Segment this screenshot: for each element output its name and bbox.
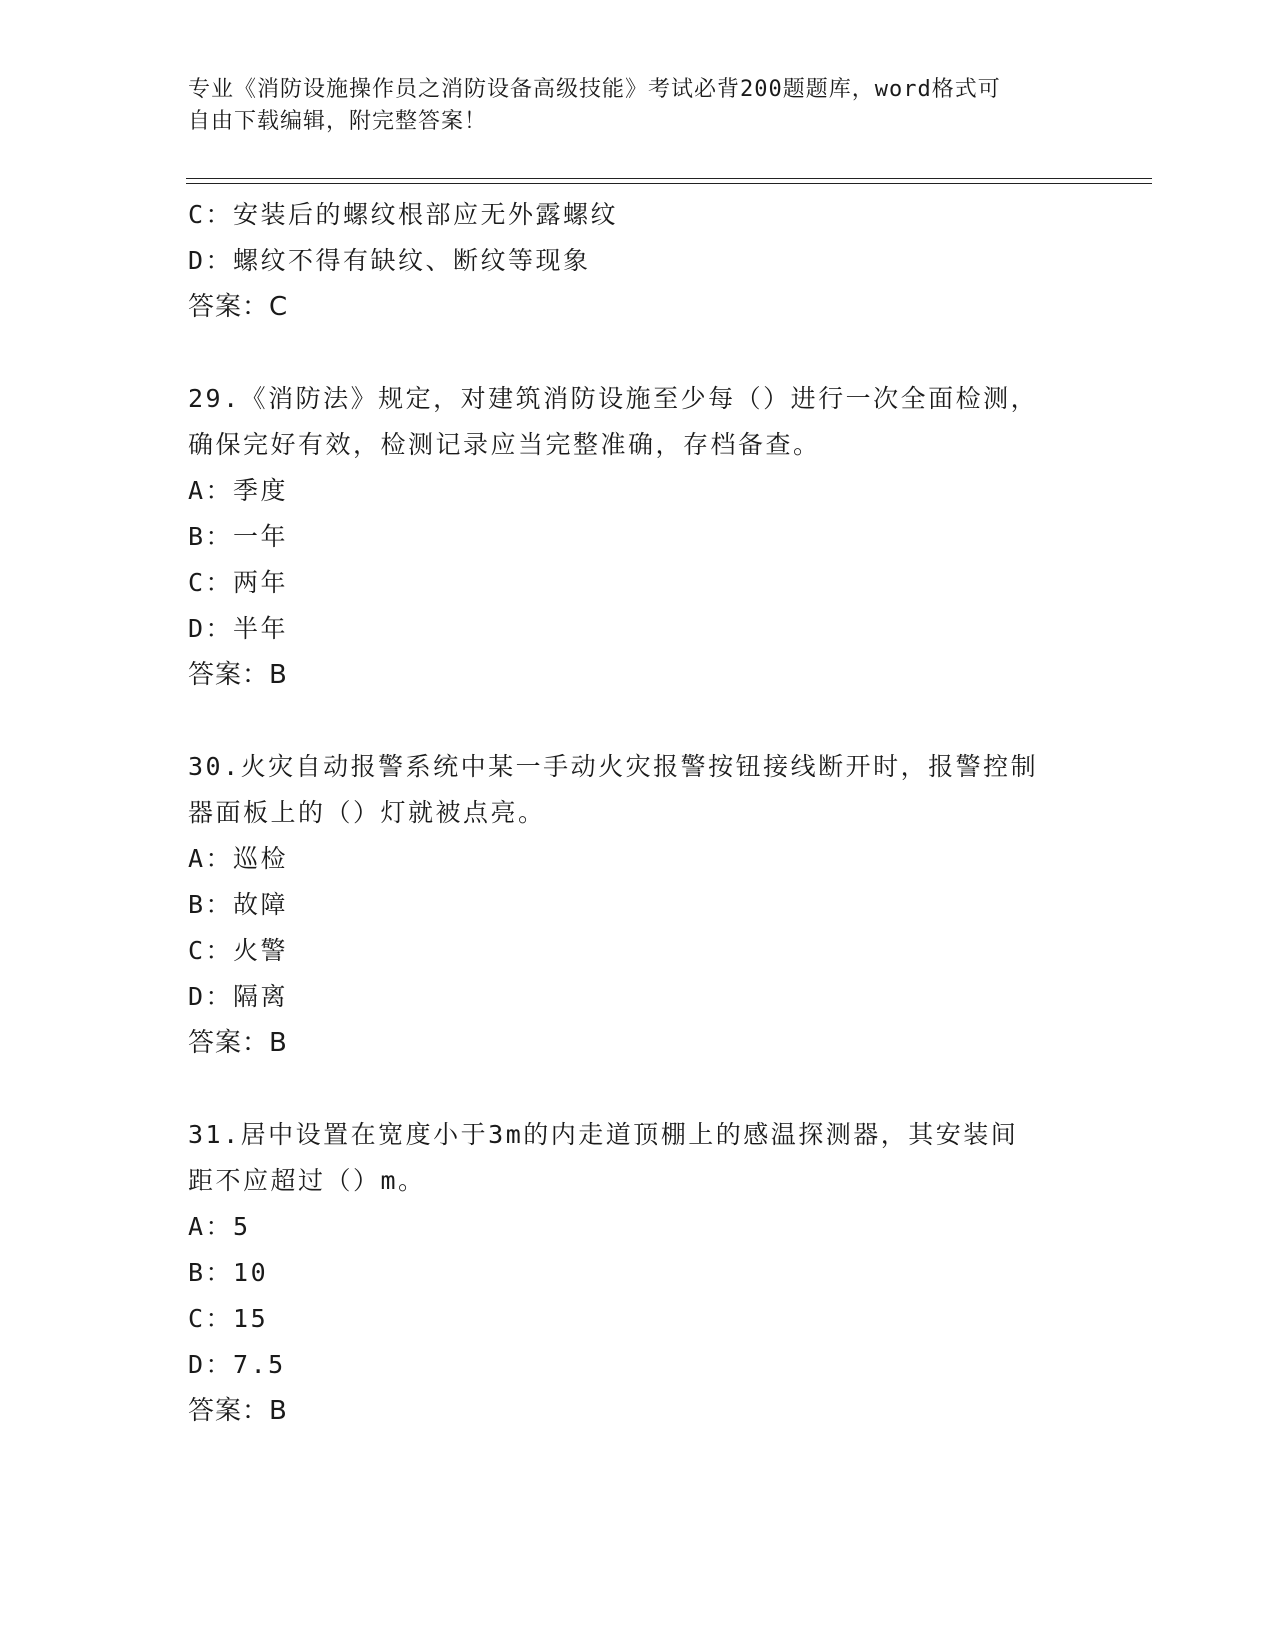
question-stem-line-2: 确保完好有效，检测记录应当完整准确，存档备查。 — [188, 430, 821, 459]
question-stem-line-1: 29.《消防法》规定，对建筑消防设施至少每（）进行一次全面检测， — [188, 384, 1039, 413]
option-d: D：半年 — [188, 614, 289, 643]
question-31 — [188, 1112, 1088, 1434]
option-b: B：10 — [188, 1258, 269, 1287]
option-c: C：两年 — [188, 568, 289, 597]
option-a: A：巡检 — [188, 844, 289, 873]
question-stem-line-2: 距不应超过（）m。 — [188, 1166, 426, 1195]
question-28-tail — [188, 192, 1088, 330]
header-divider-bottom — [186, 183, 1152, 184]
option-c: C：15 — [188, 1304, 269, 1333]
question-spacer — [188, 1066, 1088, 1112]
option-a: A：5 — [188, 1212, 251, 1241]
option-c: C：安装后的螺纹根部应无外露螺纹 — [188, 200, 619, 229]
question-content — [188, 192, 1088, 1434]
option-b: B：一年 — [188, 522, 289, 551]
option-c: C：火警 — [188, 936, 289, 965]
answer-line: 答案：B — [188, 660, 288, 690]
option-a: A：季度 — [188, 476, 289, 505]
option-b: B：故障 — [188, 890, 289, 919]
question-stem-line-1: 31.居中设置在宽度小于3m的内走道顶棚上的感温探测器，其安装间 — [188, 1120, 1019, 1149]
header-line-2: 自由下载编辑，附完整答案！ — [188, 109, 488, 134]
question-spacer — [188, 698, 1088, 744]
document-header — [188, 74, 1088, 138]
option-d: D：隔离 — [188, 982, 289, 1011]
question-stem-line-2: 器面板上的（）灯就被点亮。 — [188, 798, 546, 827]
answer-line: 答案：B — [188, 1396, 288, 1426]
option-d: D：螺纹不得有缺纹、断纹等现象 — [188, 246, 591, 275]
answer-line: 答案：C — [188, 292, 289, 322]
question-stem-line-1: 30.火灾自动报警系统中某一手动火灾报警按钮接线断开时，报警控制 — [188, 752, 1039, 781]
header-line-1: 专业《消防设施操作员之消防设备高级技能》考试必背200题题库，word格式可 — [188, 77, 1001, 102]
option-d: D：7.5 — [188, 1350, 286, 1379]
answer-line: 答案：B — [188, 1028, 288, 1058]
question-29 — [188, 376, 1088, 698]
question-spacer — [188, 330, 1088, 376]
header-divider-top — [186, 178, 1152, 179]
question-30 — [188, 744, 1088, 1066]
